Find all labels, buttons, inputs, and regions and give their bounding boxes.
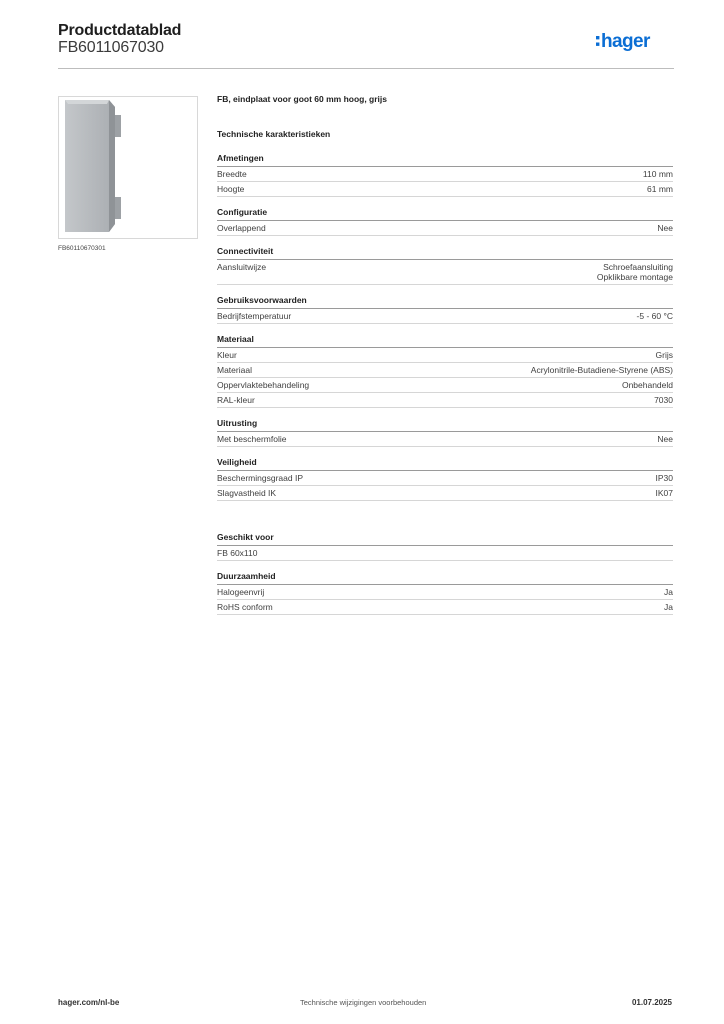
spec-value: Onbehandeld [621, 380, 673, 390]
section-heading: Afmetingen [217, 153, 673, 167]
section-heading: Connectiviteit [217, 246, 673, 260]
spec-row [217, 393, 673, 408]
spec-value-2: Opklikbare montage [596, 272, 673, 282]
product-image [58, 96, 198, 239]
section-materiaal [217, 334, 673, 408]
spec-label: Oppervlaktebehandeling [217, 380, 310, 390]
product-code: FB6011067030 [58, 39, 164, 56]
section-uitrusting [217, 418, 673, 447]
spec-value: 61 mm [647, 184, 673, 194]
spec-row [217, 378, 673, 393]
spec-label: Breedte [217, 169, 247, 179]
section-heading: Configuratie [217, 207, 673, 221]
spec-value: Nee [657, 434, 673, 444]
spec-value: 110 mm [642, 169, 673, 179]
spec-label: RAL-kleur [217, 395, 255, 405]
section-gebruiksvoorwaarden [217, 295, 673, 324]
spec-label: Slagvastheid IK [217, 488, 277, 498]
spec-row [217, 309, 673, 324]
spec-label: Met beschermfolie [217, 434, 287, 444]
spec-value: Nee [657, 223, 673, 233]
spec-row [217, 432, 673, 447]
section-geschikt-voor [217, 532, 673, 561]
spec-row [217, 221, 673, 236]
spec-row [217, 600, 673, 615]
section-connectiviteit [217, 246, 673, 285]
footer-date: 01.07.2025 [631, 998, 672, 1007]
spec-value: Schroefaansluiting [603, 262, 673, 272]
section-heading: Materiaal [217, 334, 673, 348]
logo-text: hager [601, 31, 650, 52]
section-heading: Gebruiksvoorwaarden [217, 295, 673, 309]
section-heading: Duurzaamheid [217, 571, 673, 585]
spec-label: Beschermingsgraad IP [217, 473, 303, 483]
product-title: FB, eindplaat voor goot 60 mm hoog, grijs [217, 94, 388, 104]
spec-value: -5 - 60 °C [636, 311, 673, 321]
hager-logo [594, 27, 674, 57]
spec-value: Ja [664, 587, 673, 597]
spec-label: Overlappend [217, 223, 266, 233]
spec-value: IK07 [655, 488, 673, 498]
spec-row [217, 167, 673, 182]
spec-value: 7030 [654, 395, 673, 405]
image-caption: FB60110670301 [58, 245, 106, 252]
spec-row [217, 546, 673, 561]
spec-value: Acrylonitrile-Butadiene-Styrene (ABS) [530, 365, 673, 375]
spec-label: Hoogte [217, 184, 245, 194]
product-specifications [217, 93, 673, 615]
spec-value: Ja [664, 602, 673, 612]
tech-heading: Technische karakteristieken [217, 129, 331, 139]
spec-row [217, 348, 673, 363]
spec-label: Bedrijfstemperatuur [217, 311, 292, 321]
section-afmetingen [217, 153, 673, 197]
section-heading: Geschikt voor [217, 532, 673, 546]
spec-label: FB 60x110 [217, 548, 258, 558]
spec-value: IP30 [655, 473, 673, 483]
end-plate-product-photo-icon [59, 97, 197, 238]
section-heading: Veiligheid [217, 457, 673, 471]
section-duurzaamheid [217, 571, 673, 615]
header-divider [58, 68, 674, 69]
spec-label: Aansluitwijze [217, 262, 267, 272]
spec-value: Grijs [655, 350, 673, 360]
spec-label: Kleur [217, 350, 237, 360]
spec-row [217, 585, 673, 600]
spec-label: Halogeenvrij [217, 587, 265, 597]
page-title: Productdatablad [58, 22, 182, 39]
spec-row [217, 260, 673, 285]
spec-row [217, 182, 673, 197]
section-configuratie [217, 207, 673, 236]
section-veiligheid [217, 457, 673, 501]
footer-website-link[interactable]: hager.com/nl-be [58, 998, 120, 1007]
footer-notice: Technische wijzigingen voorbehouden [300, 998, 427, 1007]
spec-row [217, 486, 673, 501]
spec-label: RoHS conform [217, 602, 273, 612]
spec-label: Materiaal [217, 365, 252, 375]
section-heading: Uitrusting [217, 418, 673, 432]
spec-row [217, 471, 673, 486]
spec-row [217, 363, 673, 378]
